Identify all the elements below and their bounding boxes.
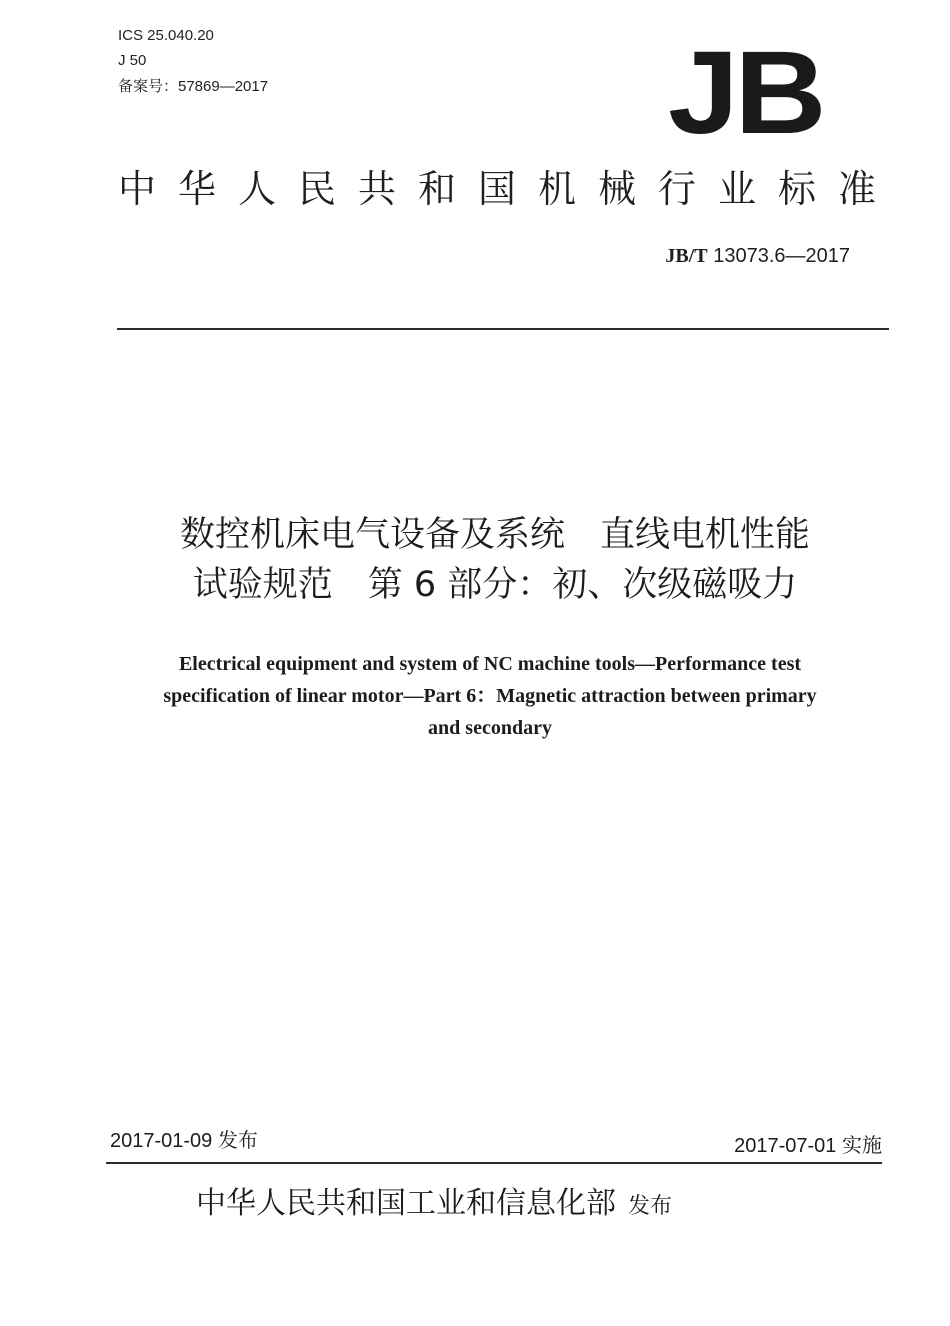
publisher-verb: 发布 [628, 1194, 673, 1219]
title-english [100, 648, 880, 744]
publisher-name: 中华人民共和国工业和信息化部 [196, 1186, 616, 1221]
industry-standard-title: 中华人民共和国机械行业标准 [118, 167, 899, 211]
issue-date: 2017-01-09 发布 [110, 1130, 258, 1152]
title-chinese-line-1: 数控机床电气设备及系统 直线电机性能 [179, 515, 810, 555]
standard-number-value: 13073.6—2017 [713, 245, 850, 267]
ics-code: ICS 25.040.20 [118, 27, 214, 44]
standard-number [665, 244, 850, 268]
standard-number-prefix: JB/T [665, 245, 708, 267]
record-number: 备案号：57869—2017 [118, 78, 269, 95]
implementation-date: 2017-07-01 实施 [734, 1135, 882, 1157]
ccs-code: J 50 [118, 52, 147, 69]
publisher [196, 1182, 672, 1229]
title-english-line-3: and secondary [428, 717, 552, 739]
jb-logo: JB [668, 27, 823, 159]
top-divider [117, 328, 889, 330]
title-chinese-line-2: 试验规范 第 6 部分：初、次级磁吸力 [192, 565, 798, 605]
title-chinese [80, 510, 910, 610]
title-english-line-1: Electrical equipment and system of NC machine tools—Performance test [178, 653, 802, 675]
title-english-line-2: specification of linear motor—Part 6：Magnetic attraction between primary [163, 685, 817, 707]
bottom-divider [106, 1162, 882, 1164]
